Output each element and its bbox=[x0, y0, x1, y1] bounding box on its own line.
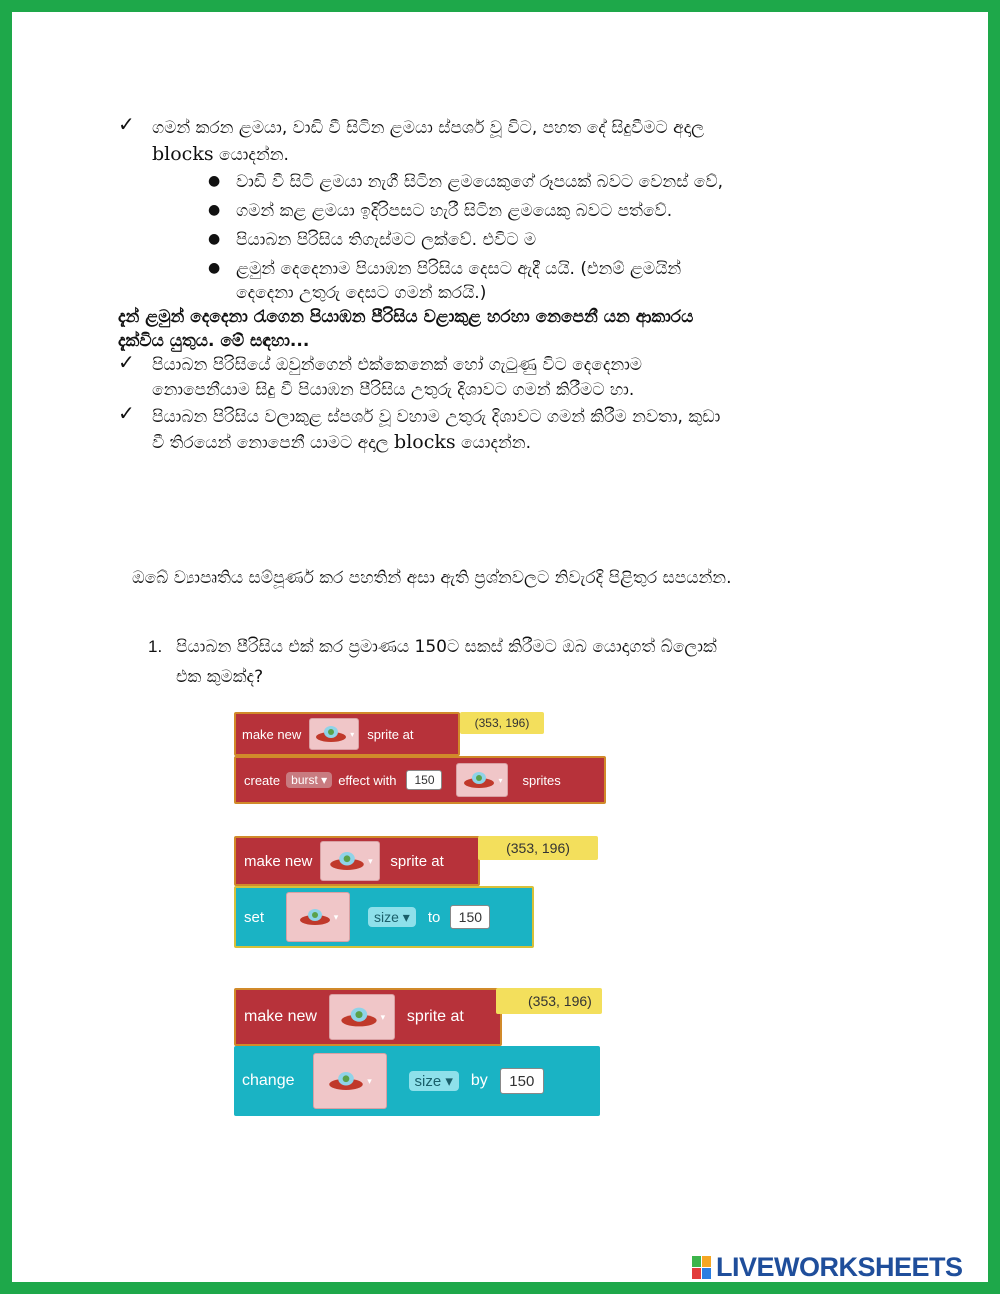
item3-line2-rest: යොදන්න. bbox=[461, 433, 531, 453]
answer-option-2[interactable] bbox=[234, 836, 598, 948]
make-new-block bbox=[234, 712, 460, 756]
change-label: change bbox=[242, 1072, 295, 1089]
bullet-icon: ● bbox=[208, 173, 221, 189]
bullet-item-2: ගමන් කළ ළමයා ඉදිරිපසට හැරී සිටින ළමයෙකු බවට පත්වේ. bbox=[236, 201, 673, 221]
item1-line2-rest: යොදන්න. bbox=[219, 145, 289, 165]
set-size-block bbox=[234, 886, 534, 948]
item1-line2 bbox=[152, 141, 289, 168]
ufo-sprite-icon: ▾ bbox=[329, 994, 395, 1040]
coordinate-value: (353, 196) bbox=[478, 836, 598, 860]
set-label: set bbox=[244, 908, 265, 926]
make-new-block bbox=[234, 836, 480, 886]
answer-prompt: ඔබේ ව්‍යාපෘතිය සම්පූර්ණ කර පහතින් අසා ඇති ප්‍රශ්නවලට නිවැරදි පිළිතුර සපයන්න. bbox=[132, 568, 732, 588]
ufo-sprite-icon: ▾ bbox=[313, 1053, 387, 1109]
property-dropdown: size ▾ bbox=[409, 1071, 459, 1091]
property-dropdown: size ▾ bbox=[368, 907, 416, 927]
value-field: 150 bbox=[450, 905, 490, 929]
make-new-label: make new bbox=[242, 726, 302, 742]
answer-option-1[interactable] bbox=[234, 712, 606, 804]
checkmark-icon: ✓ bbox=[118, 350, 135, 374]
liveworksheets-logo: LIVEWORKSHEETS bbox=[716, 1252, 963, 1282]
sprite-at-label: sprite at bbox=[406, 1008, 464, 1025]
bullet-item-3: පියාබන පිරිසිය තිගැස්මට ලක්වේ. එවිට ම bbox=[236, 230, 537, 250]
make-new-block bbox=[234, 988, 502, 1046]
create-effect-block bbox=[234, 756, 606, 804]
ufo-sprite-icon: ▾ bbox=[320, 841, 380, 881]
liveworksheets-logo-icon bbox=[692, 1256, 712, 1280]
bold-line-2: දැක්විය යුතුය. මේ සඳහා... bbox=[118, 331, 310, 351]
make-new-label: make new bbox=[244, 852, 313, 870]
change-size-block bbox=[234, 1046, 600, 1116]
bullet-icon: ● bbox=[208, 260, 221, 276]
item3-blocks-word: blocks bbox=[394, 431, 456, 453]
item2-line1: පියාබන පිරිසියේ ඔවුන්ගෙන් එක්කෙනෙක් හෝ ගැටුණු විට දෙදෙනාම bbox=[152, 355, 643, 375]
question-line2: එක කුමක්ද? bbox=[176, 667, 264, 687]
bullet-item-4: ළමුන් දෙදෙනාම පියාඹන පිරිසිය දෙසට ඇදී යයි. (එනම් ළමයින් bbox=[236, 259, 682, 279]
question-line1: පියාබන පීරිසිය එක් කර ප්‍රමාණය 150ට සකස් කිරීමට ඔබ යොදාගත් බ්ලොක් bbox=[176, 637, 717, 657]
item1-line1: ගමන් කරන ළමයා, වාඩි වී සිටින ළමයා ස්පර්ශ වූ විට, පහත දේ සිදුවීමට අදාල bbox=[152, 118, 705, 138]
item3-line2 bbox=[152, 429, 531, 456]
coordinate-value: (353, 196) bbox=[496, 988, 602, 1014]
property-dropdown-value: size bbox=[414, 1072, 442, 1090]
value-field: 150 bbox=[406, 770, 442, 790]
answer-option-3[interactable] bbox=[234, 988, 602, 1116]
value-field: 150 bbox=[500, 1068, 544, 1094]
item2-line2: නොපෙනීයාම සිදු වී පියාඹන පීරිසිය උතුරු දිශාවට ගමන් කිරීමට හා. bbox=[152, 380, 635, 400]
sprite-at-label: sprite at bbox=[390, 852, 444, 870]
bullet-icon: ● bbox=[208, 231, 221, 247]
checkmark-icon: ✓ bbox=[118, 112, 135, 136]
bold-line-1: දැන් ළමුන් දෙදෙනා රැගෙන පියාඹන පීරිසිය වළාකුළ හරහා නෙපෙනී යන ආකාරය bbox=[118, 307, 694, 327]
sprites-label: sprites bbox=[522, 772, 561, 788]
create-label: create bbox=[244, 772, 281, 788]
effect-dropdown: burst ▾ bbox=[286, 772, 332, 788]
item1-blocks-word: blocks bbox=[152, 143, 214, 165]
item3-line1: පියාබන පිරිසිය වලාකුළ ස්පර්ශ වූ වහාම උතුරු දිශාවට ගමන් කිරීම නවතා, කුඩා bbox=[152, 407, 721, 427]
ufo-sprite-icon: ▾ bbox=[309, 718, 359, 750]
effect-with-label: effect with bbox=[338, 772, 397, 788]
ufo-sprite-icon: ▾ bbox=[286, 892, 350, 942]
bullet-item-1: වාඩි වී සිටි ළමයා නැගී සිටින ළමයෙකුගේ රූපයක් බවට වෙනස් වේ, bbox=[236, 172, 723, 192]
bullet-item-4-cont: දෙදෙනා උතුරු දෙසට ගමන් කරයි.) bbox=[236, 283, 487, 303]
ufo-sprite-icon: ▾ bbox=[456, 763, 508, 797]
coordinate-value: (353, 196) bbox=[460, 712, 544, 734]
bullet-icon: ● bbox=[208, 202, 221, 218]
make-new-label: make new bbox=[244, 1008, 317, 1025]
sprite-at-label: sprite at bbox=[367, 726, 414, 742]
checkmark-icon: ✓ bbox=[118, 401, 135, 425]
by-label: by bbox=[470, 1072, 488, 1089]
effect-dropdown-value: burst bbox=[291, 773, 318, 787]
property-dropdown-value: size bbox=[374, 909, 399, 925]
to-label: to bbox=[427, 908, 441, 926]
item3-line2-pre: වී තිරයෙන් නොපෙනී යාමට අදාල bbox=[152, 433, 389, 453]
question-number: 1. bbox=[148, 637, 163, 656]
